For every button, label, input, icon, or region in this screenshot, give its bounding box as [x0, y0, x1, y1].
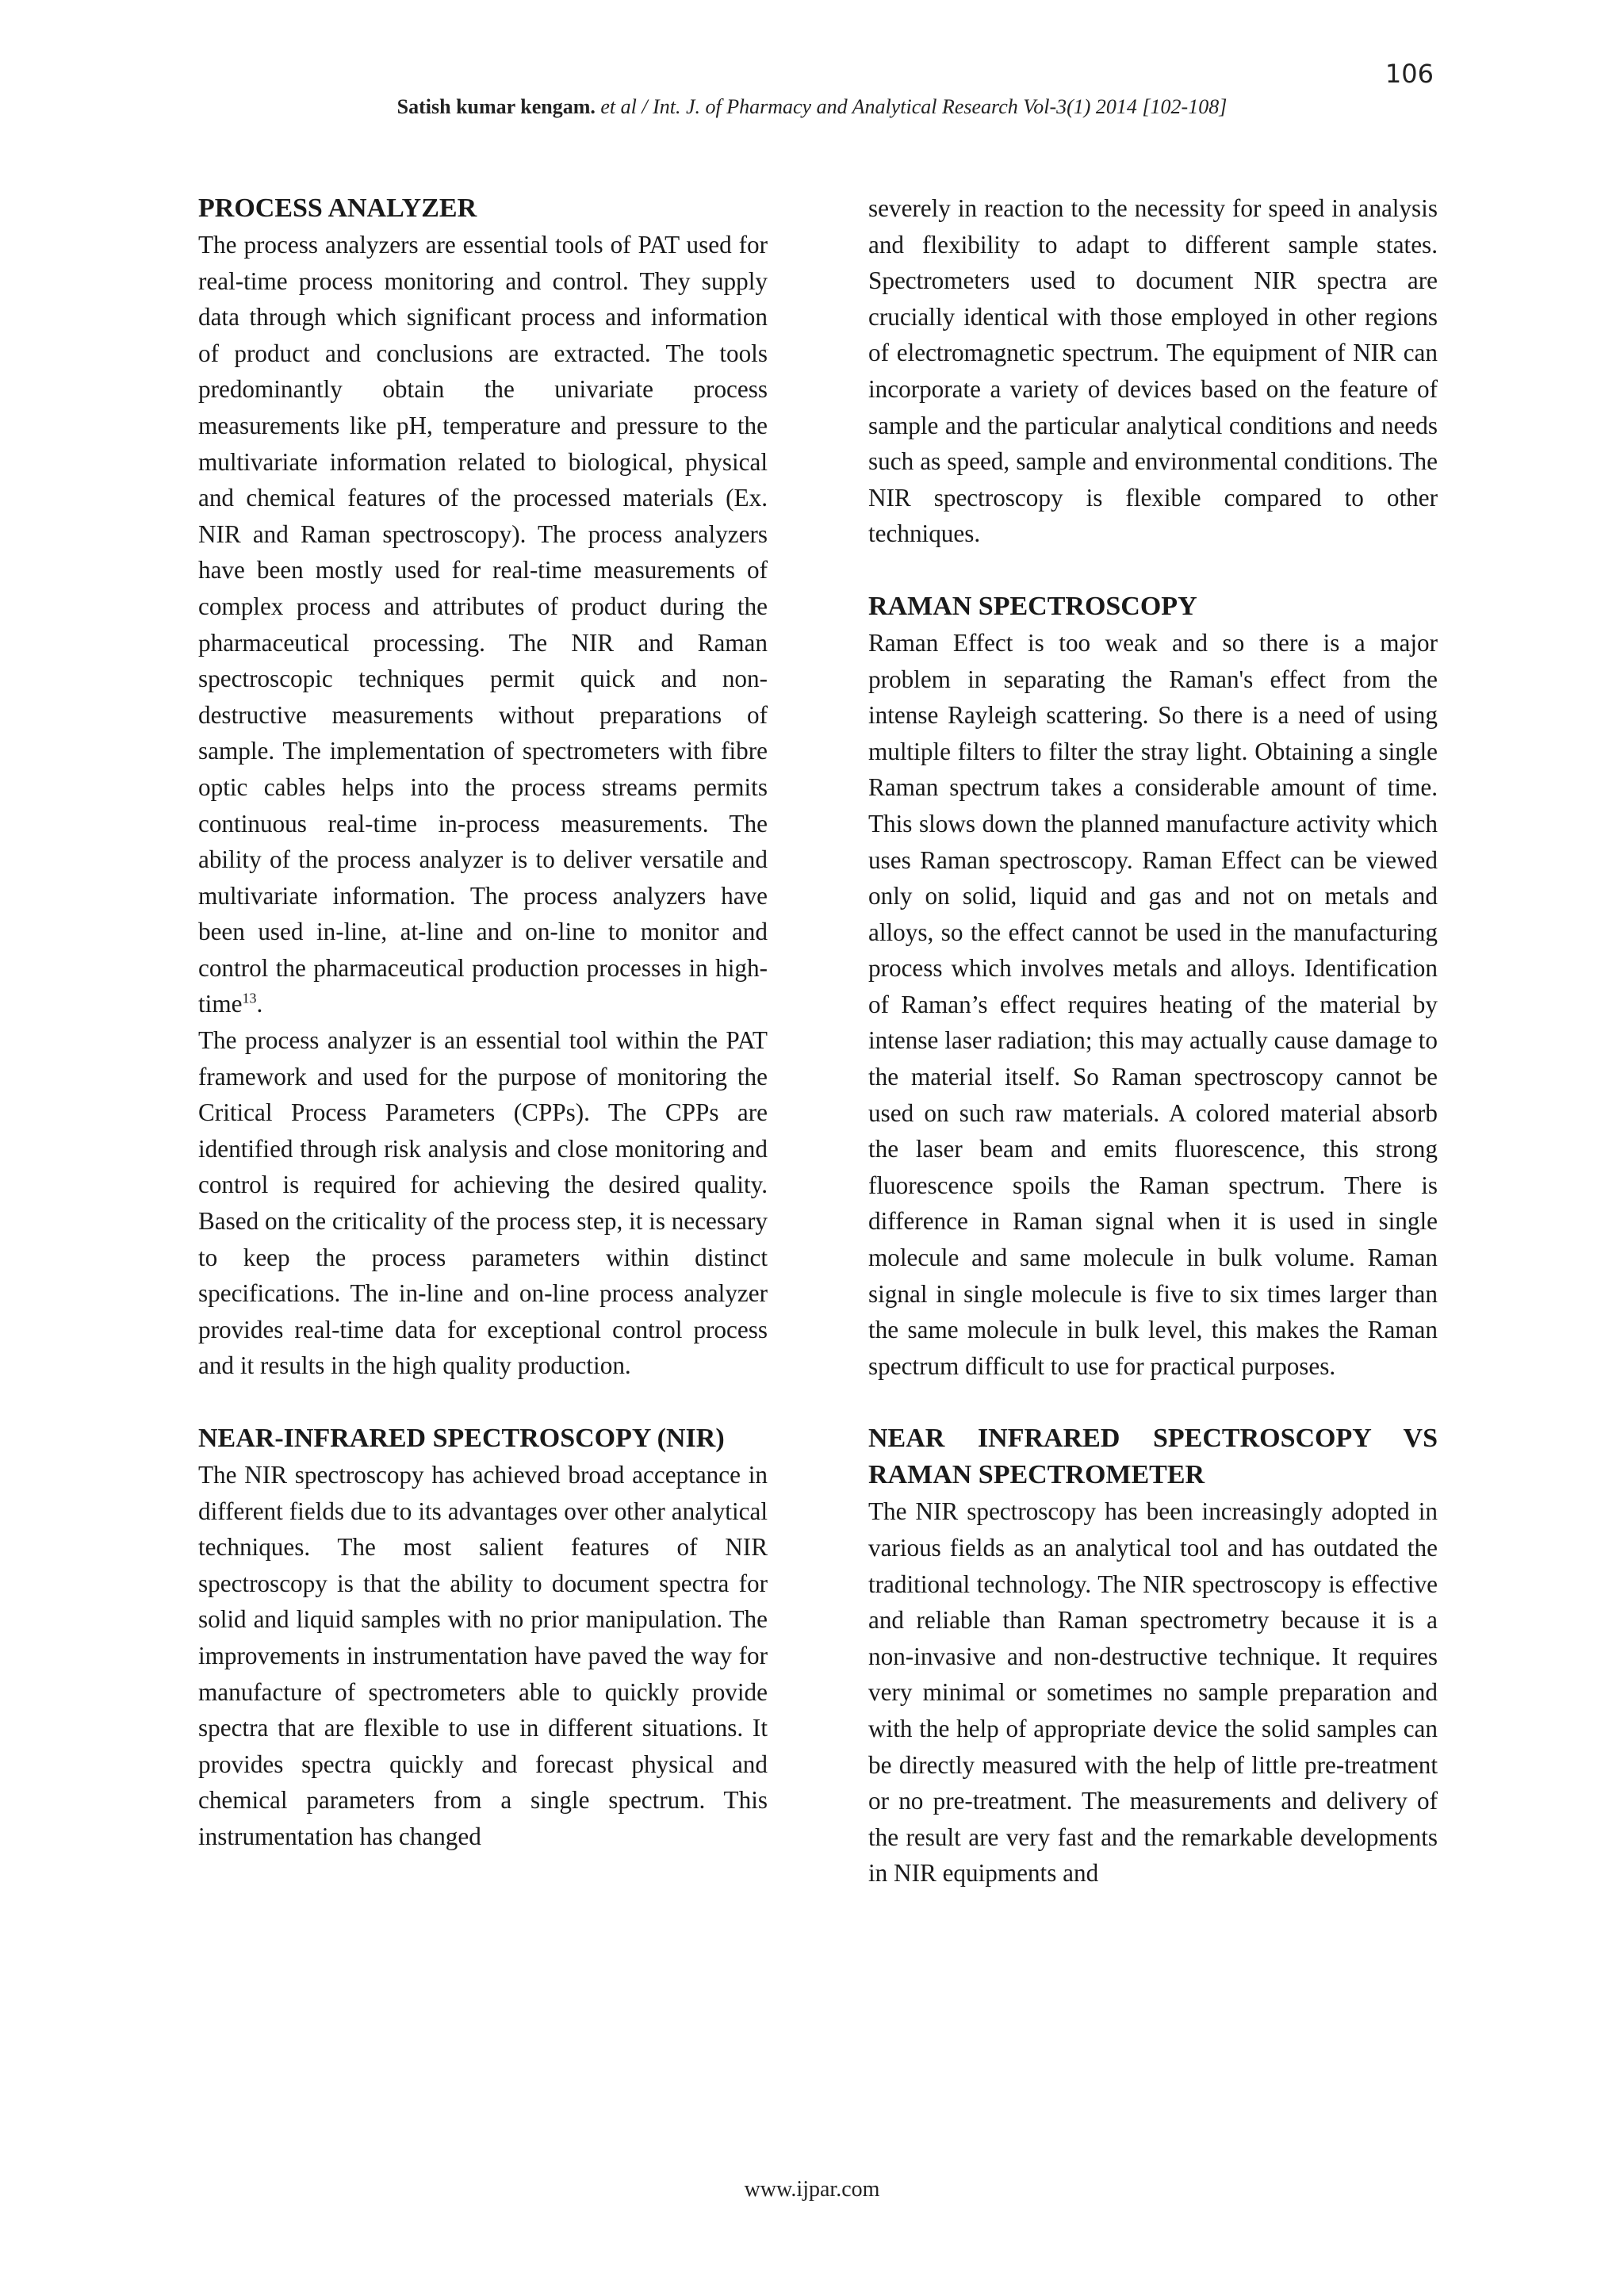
- header-author: Satish kumar kengam.: [396, 95, 596, 118]
- paragraph: severely in reaction to the necessity for speed in analysis and flexibility to adapt to different sample states. Spectrometers used to document NIR spectra are crucially identical with those employed in other regions of electromagnetic spectrum. The equipment of NIR can incorporate a variety of devices based on the feature of sample and the particular analytical conditions and needs such as speed, sample and environmental conditions. The NIR spectroscopy is flexible compared to other techniques.: [868, 194, 1438, 548]
- section-nir: [198, 1420, 768, 1855]
- heading-process-analyzer: PROCESS ANALYZER: [198, 194, 477, 223]
- left-column: [198, 190, 768, 1855]
- paragraph: The NIR spectroscopy has achieved broad acceptance in different fields due to its advantages over other analytical techniques. The most salient features of NIR spectroscopy is that the ability to document spectra for solid and liquid samples with no prior manipulation. The improvements in instrumentation have paved the way for manufacture of spectrometers able to quickly provide spectra that are flexible to use in different situations. It provides spectra quickly and forecast physical and chemical parameters from a single spectrum. This instrumentation has changed: [198, 1461, 768, 1850]
- heading-raman: RAMAN SPECTROSCOPY: [868, 591, 1197, 621]
- running-header: [0, 95, 1624, 119]
- section-process-analyzer: [198, 190, 768, 1384]
- section-nir-vs-raman: [868, 1420, 1438, 1892]
- header-journal: et al / Int. J. of Pharmacy and Analytical Research Vol-3(1) 2014 [102-108]: [600, 95, 1228, 118]
- heading-nir-vs-raman: NEAR INFRARED SPECTROSCOPY VS RAMAN SPECTROMETER: [868, 1424, 1438, 1490]
- paragraph: Raman Effect is too weak and so there is a major problem in separating the Raman's effect from the intense Rayleigh scattering. So there is a need of using multiple filters to filter the stray light. Obtaining a single Raman spectrum takes a considerable amount of time. This slows down the planned manufacture activity which uses Raman spectroscopy. Raman Effect can be viewed only on solid, liquid and gas and not on metals and alloys, so the effect cannot be used in the manufacturing process which involves metals and alloys. Identification of Raman’s effect requires heating of the material by intense laser radiation; this may actually cause damage to the material itself. So Raman spectroscopy cannot be used on such raw materials. A colored material absorb the laser beam and emits fluorescence, this strong fluorescence spoils the Raman spectrum. There is difference in Raman signal when it is used in single molecule and same molecule in bulk volume. Raman signal in single molecule is five to six times larger than the same molecule in bulk level, this makes the Raman spectrum difficult to use for practical purposes.: [868, 628, 1438, 1380]
- page-number: 106: [1385, 59, 1434, 89]
- paragraph: The NIR spectroscopy has been increasingly adopted in various fields as an analytical tool and has outdated the traditional technology. The NIR spectroscopy is effective and reliable than Raman spectrometry because it is a non-invasive and non-destructive technique. It requires very minimal or sometimes no sample preparation and with the help of appropriate device the solid samples can be directly measured with the help of little pre-treatment or no pre-treatment. The measurements and delivery of the result are very fast and the remarkable developments in NIR equipments and: [868, 1497, 1438, 1888]
- heading-nir: NEAR-INFRARED SPECTROSCOPY (NIR): [198, 1424, 725, 1453]
- section-nir-continued: [868, 190, 1438, 552]
- paragraph: The process analyzer is an essential tool within the PAT framework and used for the purpose of monitoring the Critical Process Parameters (CPPs). The CPPs are identified through risk analysis and close monitoring and control is required for achieving the desired quality. Based on the criticality of the process step, it is necessary to keep the process parameters within distinct specifications. The in-line and on-line process analyzer provides real-time data for exceptional control process and it results in the high quality production.: [198, 1026, 768, 1380]
- footer-url[interactable]: www.ijpar.com: [744, 2177, 880, 2202]
- paragraph: [198, 227, 768, 1022]
- section-raman: [868, 588, 1438, 1384]
- paragraph-text: The process analyzers are essential tools of PAT used for real-time process monitoring and control. They supply data through which significant process and information of product and conclusions are extracted. The tools predominantly obtain the univariate process measurements like pH, temperature and pressure to the multivariate information related to biological, physical and chemical features of the processed materials (Ex. NIR and Raman spectroscopy). The process analyzers have been mostly used for real-time measurements of complex process and attributes of product during the pharmaceutical processing. The NIR and Raman spectroscopic techniques permit quick and non-destructive measurements without preparations of sample. The implementation of spectrometers with fibre optic cables helps into the process streams permits continuous real-time in-process measurements. The ability of the process analyzer is to deliver versatile and multivariate information. The process analyzers have been used in-line, at-line and on-line to monitor and control the pharmaceutical production processes in high-time: [198, 231, 768, 1018]
- citation-ref: 13: [242, 991, 257, 1007]
- right-column: [868, 190, 1438, 1892]
- paragraph-end: .: [256, 990, 263, 1018]
